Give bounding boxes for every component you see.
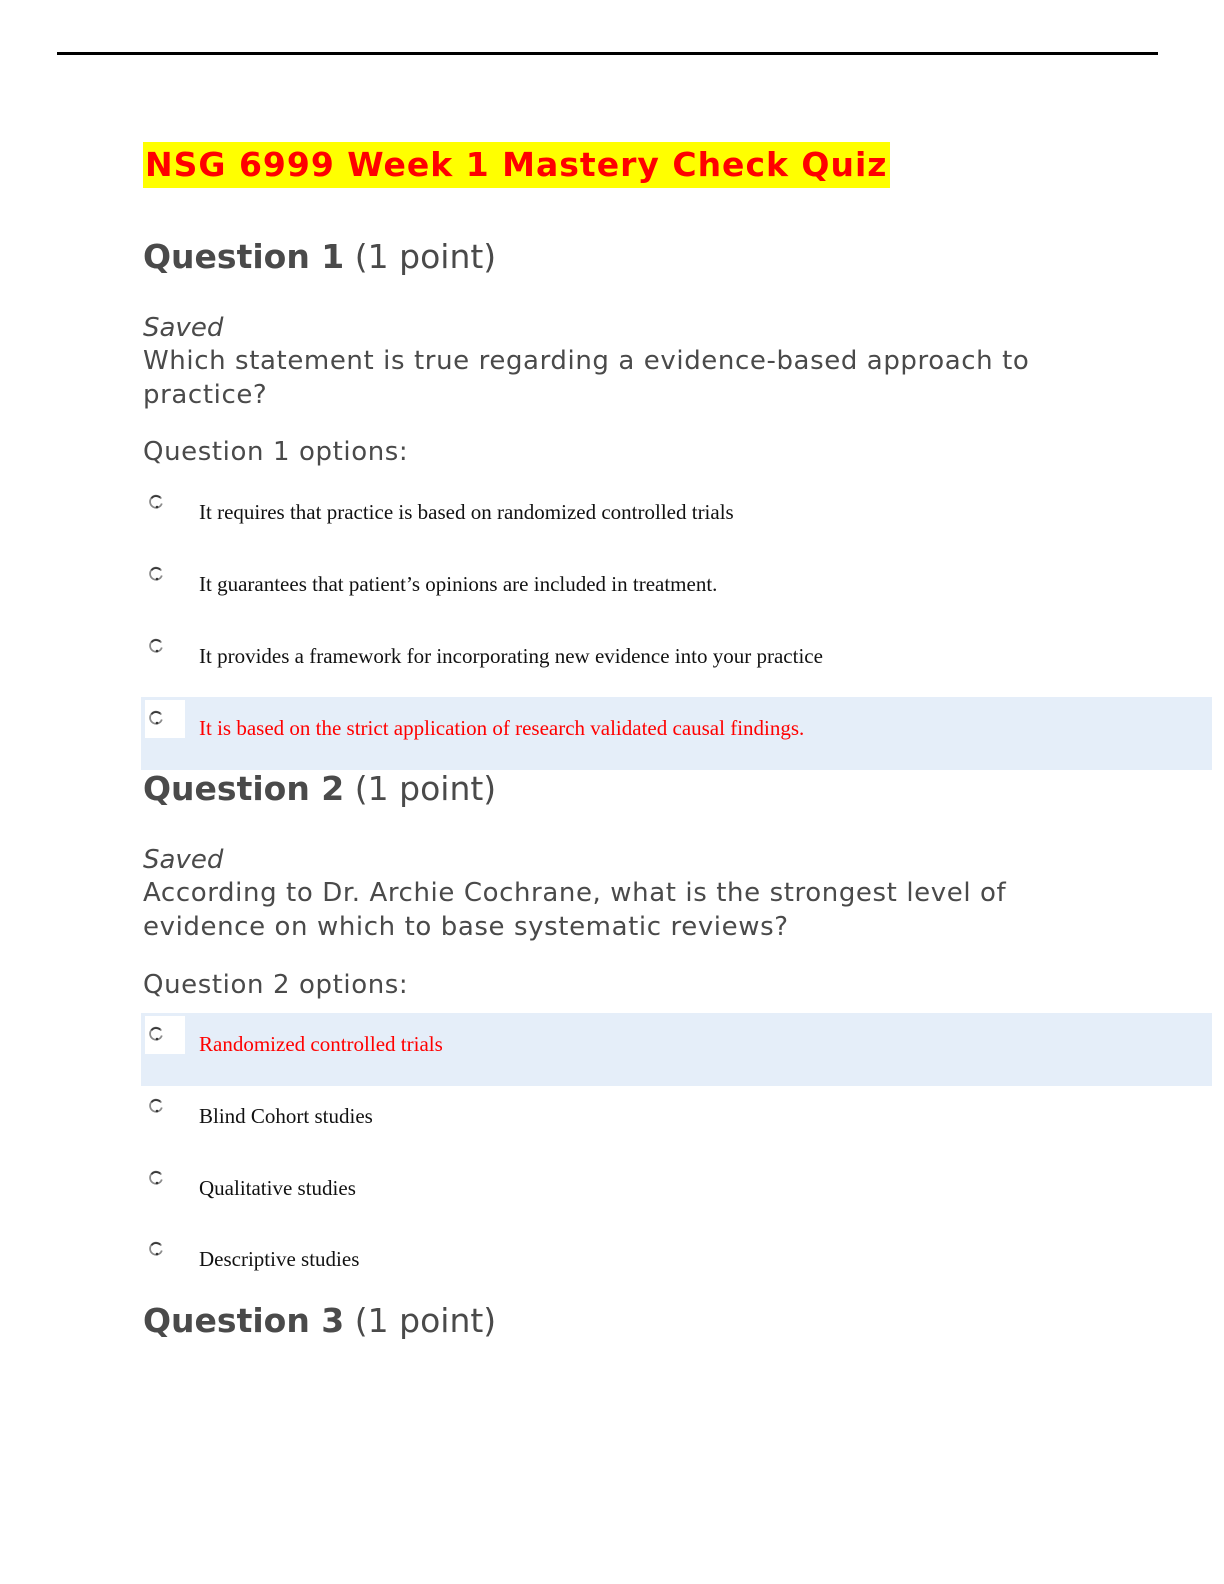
question-3-points: (1 point) [354, 1301, 497, 1340]
question-2-saved-status: Saved [143, 845, 224, 875]
question-3-heading [143, 1301, 496, 1341]
radio-button-icon[interactable] [148, 566, 164, 582]
question-2-heading [143, 769, 496, 809]
question-1-prompt: Which statement is true regarding a evidence-based approach to practice? [143, 346, 1030, 410]
question-2-options-label: Question 2 options: [143, 970, 409, 1000]
question-2-points: (1 point) [354, 769, 497, 808]
radio-button-icon[interactable] [148, 710, 164, 726]
question-2-option-4-label: Descriptive studies [199, 1247, 360, 1271]
question-2-number: Question 2 [143, 769, 345, 808]
document-title: NSG 6999 Week 1 Mastery Check Quiz [143, 142, 890, 188]
radio-button-icon[interactable] [148, 638, 164, 654]
question-1-points: (1 point) [354, 237, 497, 276]
question-2-option-1-label: Randomized controlled trials [199, 1032, 443, 1056]
radio-button-icon[interactable] [148, 1170, 164, 1186]
question-2-prompt: According to Dr. Archie Cochrane, what is the strongest level of evidence on which to base systematic reviews? [143, 878, 1007, 942]
radio-button-icon[interactable] [148, 1026, 164, 1042]
question-1-heading [143, 237, 496, 277]
question-1-saved-status: Saved [143, 313, 224, 343]
question-2-option-3-label: Qualitative studies [199, 1176, 356, 1200]
radio-button-icon[interactable] [148, 1241, 164, 1257]
radio-button-icon[interactable] [148, 494, 164, 510]
question-1-options-label: Question 1 options: [143, 437, 409, 467]
question-1-option-1-label: It requires that practice is based on randomized controlled trials [199, 500, 734, 524]
question-2-option-2-label: Blind Cohort studies [199, 1104, 373, 1128]
radio-button-icon[interactable] [148, 1098, 164, 1114]
question-1-number: Question 1 [143, 237, 345, 276]
question-1-option-3-label: It provides a framework for incorporating new evidence into your practice [199, 644, 823, 668]
question-3-number: Question 3 [143, 1301, 345, 1340]
question-1-option-4-label: It is based on the strict application of research validated causal findings. [199, 716, 805, 740]
top-rule [57, 52, 1158, 55]
question-1-option-2-label: It guarantees that patient’s opinions are included in treatment. [199, 572, 718, 596]
